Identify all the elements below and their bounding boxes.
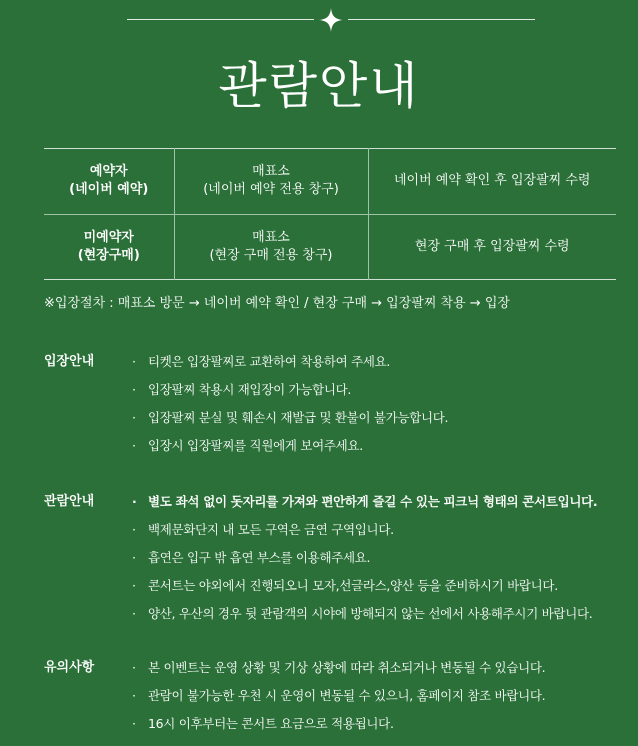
- bullet: ·: [132, 578, 136, 593]
- table-cell-type: [44, 214, 174, 280]
- bullet: ·: [132, 410, 136, 425]
- sparkle-icon: [319, 8, 343, 32]
- section-list: [132, 654, 545, 738]
- list-item-text: 관람이 불가능한 우천 시 운영이 변동될 수 있으니, 홈페이지 참조 바랍니다.: [148, 688, 546, 703]
- row-type-label: 미예약자: [83, 229, 134, 245]
- table-row: [44, 214, 616, 280]
- title-ornament: [127, 8, 535, 32]
- table-row: [44, 149, 616, 215]
- bullet: ·: [132, 354, 136, 369]
- section-list: [132, 348, 448, 460]
- section-label: 유의사항: [44, 660, 95, 675]
- list-item-text: 백제문화단지 내 모든 구역은 금연 구역입니다.: [148, 522, 394, 537]
- ornament-line-left: [127, 19, 314, 20]
- list-item-text: 16시 이후부터는 콘서트 요금으로 적용됩니다.: [148, 716, 394, 731]
- row-type-label: 예약자: [89, 164, 128, 180]
- bullet: ·: [132, 382, 136, 397]
- section-label: 관람안내: [44, 494, 95, 509]
- bullet: ·: [132, 522, 136, 537]
- list-item: [132, 654, 545, 682]
- table-cell-type: [44, 149, 174, 215]
- bullet: ·: [132, 716, 136, 731]
- bullet: ·: [132, 550, 136, 565]
- list-item: [132, 682, 545, 710]
- list-item: [132, 516, 597, 544]
- list-item: [132, 348, 448, 376]
- list-item: [132, 572, 597, 600]
- section-label: 입장안내: [44, 354, 95, 369]
- list-item-text: 양산, 우산의 경우 뒷 관람객의 시야에 방해되지 않는 선에서 사용해주시기 바랍니다.: [148, 606, 593, 621]
- bullet: ·: [132, 606, 136, 621]
- list-item-text: 본 이벤트는 운영 상황 및 기상 상황에 따라 취소되거나 변동될 수 있습니다.: [148, 660, 546, 675]
- row-place-sublabel: (현장 구매 전용 창구): [209, 247, 333, 263]
- admission-table: [44, 148, 616, 280]
- list-item-text: 입장팔찌 착용시 재입장이 가능합니다.: [148, 382, 352, 397]
- row-place-label: 매표소: [252, 164, 290, 180]
- ornament-line-right: [348, 19, 535, 20]
- bullet: ·: [132, 494, 137, 509]
- list-item: [132, 710, 545, 738]
- row-type-sublabel: (네이버 예약): [69, 182, 149, 198]
- list-item: [132, 376, 448, 404]
- list-item-text: 입장시 입장팔찌를 직원에게 보여주세요.: [148, 438, 363, 453]
- row-place-sublabel: (네이버 예약 전용 창구): [203, 182, 339, 198]
- table-cell-action: 현장 구매 후 입장팔찌 수령: [368, 214, 616, 280]
- list-item: [132, 600, 597, 628]
- list-item-text: 별도 좌석 없이 돗자리를 가져와 편안하게 즐길 수 있는 피크닉 형태의 콘서트입니다.: [148, 494, 598, 509]
- table-cell-place: [174, 214, 368, 280]
- list-item-text: 티켓은 입장팔찌로 교환하여 착용하여 주세요.: [148, 354, 391, 369]
- page-title: 관람안내: [218, 57, 420, 115]
- list-item-text: 흡연은 입구 밖 흡연 부스를 이용해주세요.: [148, 550, 371, 565]
- list-item-text: 입장팔찌 분실 및 훼손시 재발급 및 환불이 불가능합니다.: [148, 410, 449, 425]
- table-cell-action: 네이버 예약 확인 후 입장팔찌 수령: [368, 149, 616, 215]
- row-place-label: 매표소: [252, 229, 290, 245]
- section-list: [132, 488, 597, 628]
- list-item: [132, 432, 448, 460]
- entry-procedure-note: ※입장절차 : 매표소 방문 → 네이버 예약 확인 / 현장 구매 → 입장팔찌 착용 → 입장: [44, 296, 510, 311]
- list-item: [132, 488, 597, 516]
- list-item: [132, 404, 448, 432]
- bullet: ·: [132, 660, 136, 675]
- row-type-sublabel: (현장구매): [77, 247, 140, 263]
- list-item: [132, 544, 597, 572]
- list-item-text: 콘서트는 야외에서 진행되오니 모자,선글라스,양산 등을 준비하시기 바랍니다.: [148, 578, 558, 593]
- bullet: ·: [132, 438, 136, 453]
- table-cell-place: [174, 149, 368, 215]
- bullet: ·: [132, 688, 136, 703]
